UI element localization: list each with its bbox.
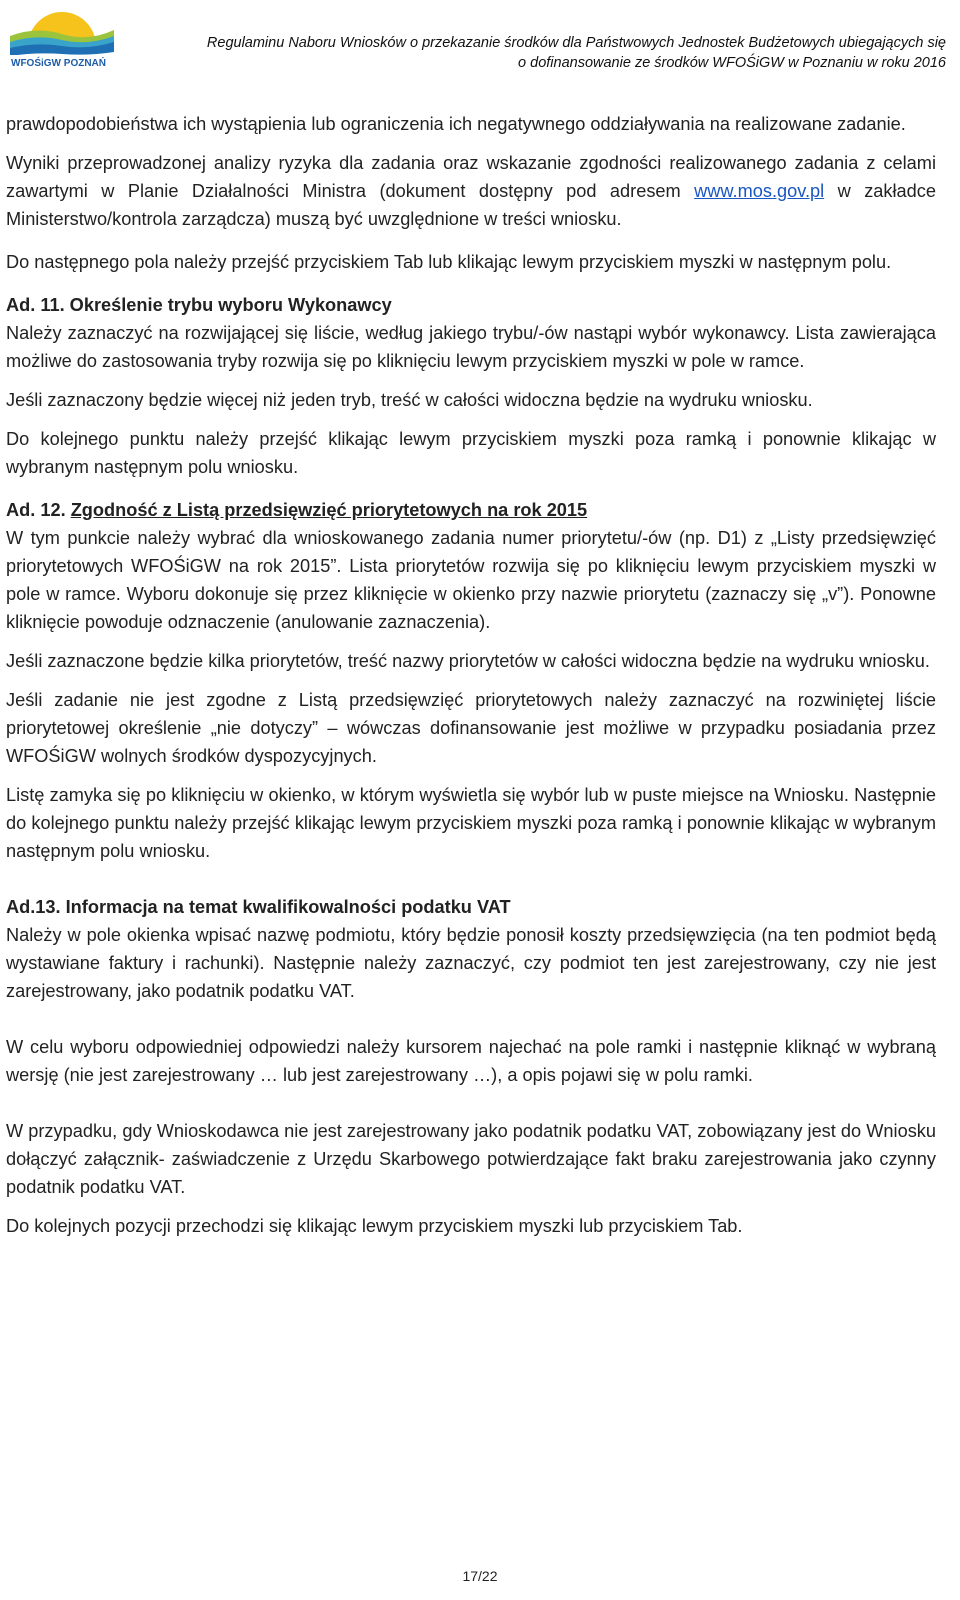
header-title-line2: o dofinansowanie ze środków WFOŚiGW w Poznaniu w roku 2016 bbox=[518, 55, 946, 71]
paragraph-next-field: Do następnego pola należy przejść przyciskiem Tab lub klikając lewym przyciskiem myszki w następnym polu. bbox=[6, 252, 892, 272]
paragraph-ad11-2: Jeśli zaznaczony będzie więcej niż jeden tryb, treść w całości widoczna będzie na wydruku wniosku. bbox=[6, 390, 813, 410]
svg-text:WFOŚiGW POZNAŃ: WFOŚiGW POZNAŃ bbox=[11, 58, 106, 69]
ad12-prefix: Ad. 12. bbox=[6, 500, 71, 520]
paragraph-risk-analysis bbox=[6, 149, 936, 233]
paragraph-ad12-1: W tym punkcie należy wybrać dla wnioskowanego zadania numer priorytetu/-ów (np. D1) z „Listy przedsięwzięć priorytetowych WFOŚiGW na rok 2015”. Lista priorytetów rozwija się po kliknięciu lewym przyciskiem myszki w pole w ramce. Wyboru dokonuje się przez kliknięcie w okienko przy nazwie priorytetu (zaznaczy się „v”). Ponowne kliknięcie powoduje odznaczenie (anulowanie zaznaczenia). bbox=[6, 528, 936, 632]
risk-analysis-text-a: Wyniki przeprowadzonej analizy ryzyka dla zadania oraz wskazanie zgodności realizowanego zadania z celami zawartymi w Planie Działalności Ministra (dokument dostępny pod adresem bbox=[6, 153, 936, 201]
mos-gov-link[interactable]: www.mos.gov.pl bbox=[694, 181, 825, 201]
section-heading-ad13: Ad.13. Informacja na temat kwalifikowalności podatku VAT bbox=[6, 897, 511, 917]
wfosigw-logo bbox=[6, 6, 118, 70]
section-heading-ad11: Ad. 11. Określenie trybu wyboru Wykonawcy bbox=[6, 295, 392, 315]
document-body bbox=[6, 110, 936, 1240]
paragraph-ad12-2: Jeśli zaznaczone będzie kilka priorytetów, treść nazwy priorytetów w całości widoczna będzie na wydruku wniosku. bbox=[6, 651, 930, 671]
header-title bbox=[207, 33, 946, 73]
paragraph-ad13-3: W przypadku, gdy Wnioskodawca nie jest zarejestrowany jako podatnik podatku VAT, zobowiązany jest do Wniosku dołączyć załącznik- zaświadczenie z Urzędu Skarbowego potwierdzające fakt braku zarejestrowania jako czynny podatnik podatku VAT. bbox=[6, 1121, 936, 1197]
paragraph-ad13-4: Do kolejnych pozycji przechodzi się klikając lewym przyciskiem myszki lub przyciskiem Tab. bbox=[6, 1216, 743, 1236]
paragraph-ad12-4: Listę zamyka się po kliknięciu w okienko, w którym wyświetla się wybór lub w puste miejsce na Wniosku. Następnie do kolejnego punktu należy przejść klikając lewym przyciskiem myszki poza ramką i ponownie klikając w wybranym następnym polu wniosku. bbox=[6, 785, 936, 861]
page-header bbox=[0, 0, 960, 80]
ad12-title: Zgodność z Listą przedsięwzięć priorytetowych na rok 2015 bbox=[70, 500, 588, 520]
page-number: 17/22 bbox=[462, 1568, 498, 1584]
risk-analysis-text-b: w zakładce Ministerstwo/kontrola zarządcza) muszą być uwzględnione w treści wniosku. bbox=[6, 181, 936, 229]
paragraph-ad11-1: Należy zaznaczyć na rozwijającej się liście, według jakiego trybu/-ów nastąpi wybór wykonawcy. Lista zawierająca możliwe do zastosowania tryby rozwija się po kliknięciu lewym przyciskiem myszki w pole w ramce. bbox=[6, 323, 936, 371]
paragraph-ad13-2: W celu wyboru odpowiedniej odpowiedzi należy kursorem najechać na pole ramki i następnie kliknąć w wybraną wersję (nie jest zarejestrowany … lub jest zarejestrowany …), a opis pojawi się w polu ramki. bbox=[6, 1037, 936, 1085]
paragraph-ad12-3: Jeśli zadanie nie jest zgodne z Listą przedsięwzięć priorytetowych należy zaznaczyć na rozwiniętej liście priorytetowej określenie „nie dotyczy” – wówczas dofinansowanie jest możliwe w przypadku posiadania przez WFOŚiGW wolnych środków dyspozycyjnych. bbox=[6, 690, 936, 766]
paragraph-ad11-3: Do kolejnego punktu należy przejść klikając lewym przyciskiem myszki poza ramką i ponownie klikając w wybranym następnym polu wniosku. bbox=[6, 429, 936, 477]
header-title-line1: Regulaminu Naboru Wniosków o przekazanie środków dla Państwowych Jednostek Budżetowych ubiegających się bbox=[206, 35, 946, 51]
section-heading-ad12 bbox=[6, 496, 936, 524]
paragraph-ad13-1: Należy w pole okienka wpisać nazwę podmiotu, który będzie ponosił koszty przedsięwzięcia (na ten podmiot będą wystawiane faktury i rachunki). Następnie należy zaznaczyć, czy podmiot ten jest zarejestrowany, czy nie jest zarejestrowany, jako podatnik podatku VAT. bbox=[6, 925, 936, 1001]
paragraph-risk-continuation: prawdopodobieństwa ich wystąpienia lub ograniczenia ich negatywnego oddziaływania na realizowane zadanie. bbox=[6, 114, 906, 134]
